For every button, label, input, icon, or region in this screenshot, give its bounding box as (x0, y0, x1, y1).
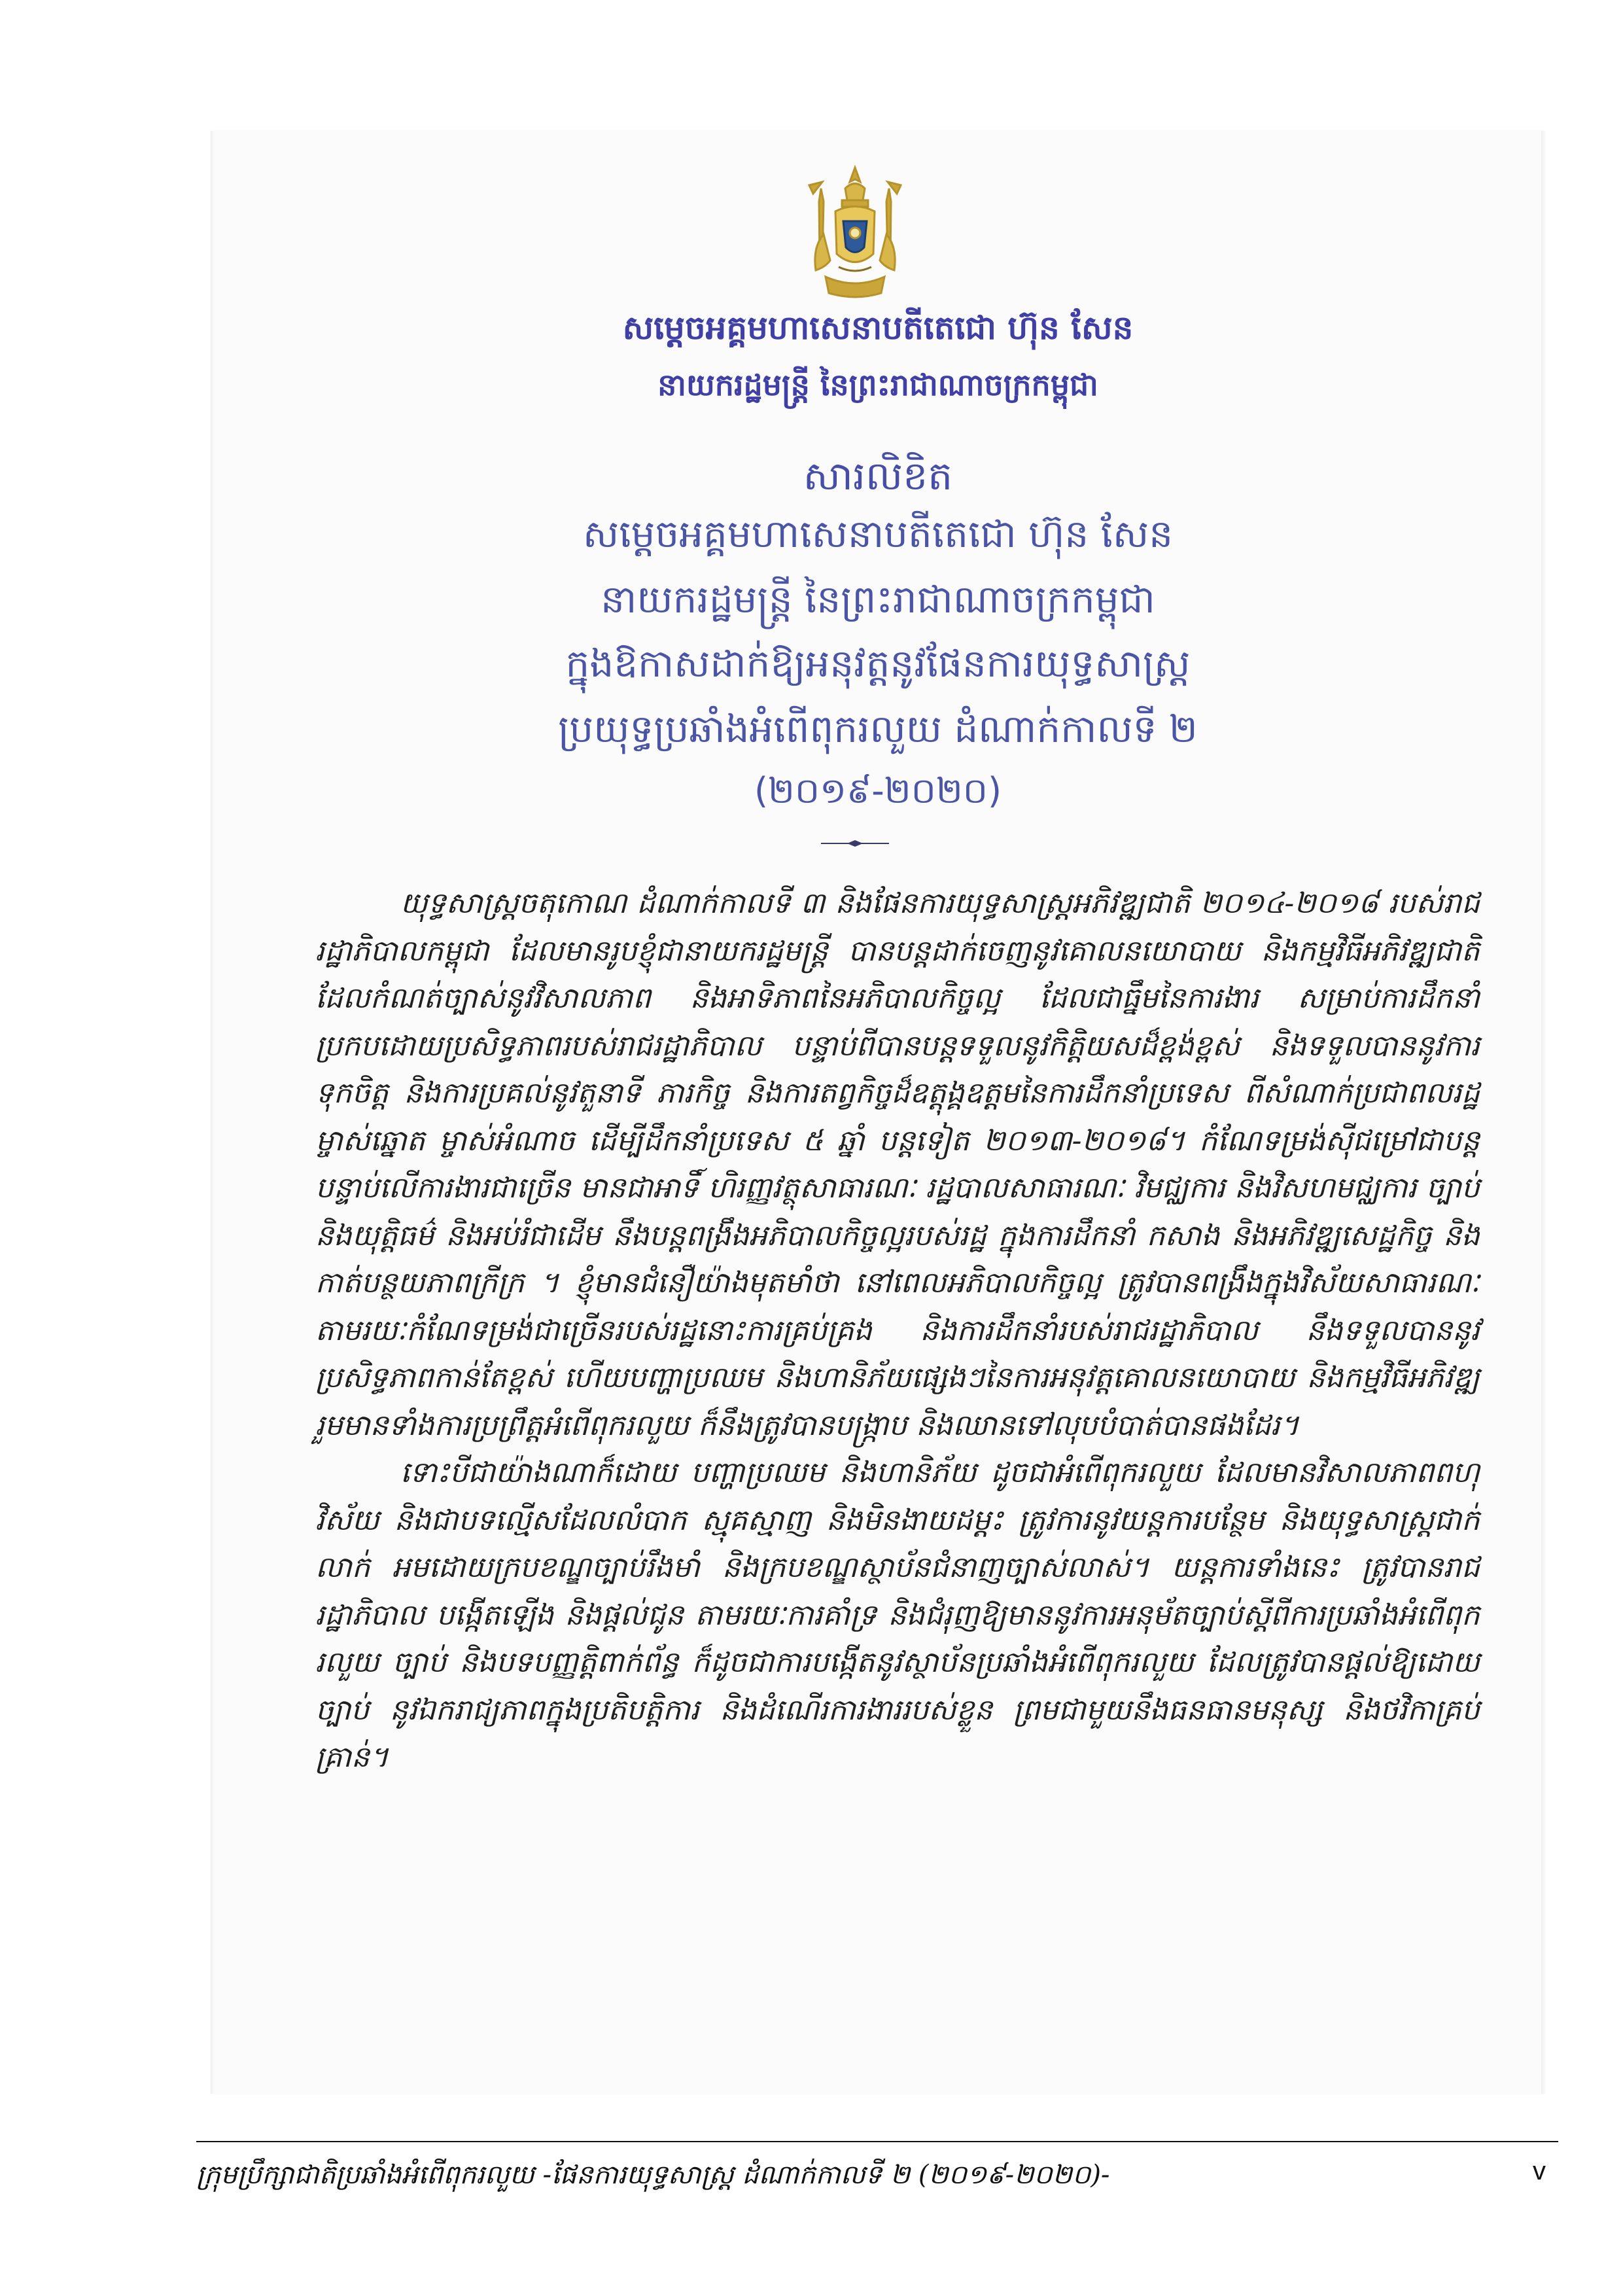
letter-body (315, 880, 1480, 1782)
body-paragraph: យុទ្ធសាស្ត្រចតុកោណ ដំណាក់កាលទី ៣ និងផែនការយុទ្ធសាស្ត្រអភិវឌ្ឍជាតិ ២០១៤-២០១៨ របស់រាជរដ្ឋាភិបាលកម្ពុជា ដែលមានរូបខ្ញុំជានាយករដ្ឋមន្ត្រី បានបន្តដាក់ចេញនូវគោលនយោបាយ និងកម្មវិធីអភិវឌ្ឍជាតិ ដែលកំណត់ច្បាស់នូវវិសាលភាព និងអាទិភាពនៃអភិបាលកិច្ចល្អ ដែលជាធ្នឹមនៃការងារ សម្រាប់ការដឹកនាំប្រកបដោយប្រសិទ្ធភាពរបស់រាជរដ្ឋាភិបាល បន្ទាប់ពីបានបន្តទទួលនូវកិត្តិយសដ៏ខ្ពង់ខ្ពស់ និងទទួលបាននូវការទុកចិត្ត និងការប្រគល់នូវតួនាទី ភារកិច្ច និងការតព្វកិច្ចដ៏ឧត្តុង្គឧត្តមនៃការដឹកនាំប្រទេស ពីសំណាក់ប្រជាពលរដ្ឋម្ចាស់ឆ្នោត ម្ចាស់អំណាច ដើម្បីដឹកនាំប្រទេស ៥ ឆ្នាំ បន្តទៀត ២០១៣-២០១៨។ កំណែទម្រង់ស៊ីជម្រៅជាបន្តបន្ទាប់លើការងារជាច្រើន មានជាអាទិ៍ ហិរញ្ញវត្ថុសាធារណៈ រដ្ឋបាលសាធារណៈ វិមជ្ឈការ និងវិសហមជ្ឈការ ច្បាប់ និងយុត្តិធម៌ និងអប់រំជាដើម នឹងបន្តពង្រឹងអភិបាលកិច្ចល្អរបស់រដ្ឋ ក្នុងការដឹកនាំ កសាង និងអភិវឌ្ឍសេដ្ឋកិច្ច និងកាត់បន្ថយភាពក្រីក្រ ។ ខ្ញុំមានជំនឿយ៉ាងមុតមាំថា នៅពេលអភិបាលកិច្ចល្អ ត្រូវបានពង្រឹងក្នុងវិស័យសាធារណៈ តាមរយៈកំណែទម្រង់ជាច្រើនរបស់រដ្ឋនោះការគ្រប់គ្រង និងការដឹកនាំរបស់រាជរដ្ឋាភិបាល នឹងទទួលបាននូវប្រសិទ្ធភាពកាន់តែខ្ពស់ ហើយបញ្ហាប្រឈម និងហានិភ័យផ្សេងៗនៃការអនុវត្តគោលនយោបាយ និងកម្មវិធីអភិវឌ្ឍ រួមមានទាំងការប្រព្រឹត្តអំពើពុករលួយ ក៏នឹងត្រូវបានបង្ក្រាប និងឈានទៅលុបបំបាត់បានផងដែរ។ (315, 887, 1480, 1442)
footer-divider (196, 2141, 1558, 2142)
title-line: សម្តេចអគ្គមហាសេនាបតីតេជោ ហ៊ុន សែន (582, 512, 1174, 556)
document-type: សារលិខិត (803, 453, 953, 499)
scan-left-edge (211, 131, 215, 2094)
office-subtitle: នាយករដ្ឋមន្ត្រី នៃព្រះរាជាណាចក្រកម្ពុជា (657, 367, 1098, 402)
document-years: (២០១៩-២០២០) (754, 770, 1002, 811)
scan-right-edge (1541, 131, 1545, 2094)
office-name: សម្តេចអគ្គមហាសេនាបតីតេជោ ហ៊ុន សែន (622, 309, 1134, 347)
divider-ornament (821, 839, 889, 848)
royal-coat-of-arms-icon (790, 162, 920, 306)
title-line: ក្នុងឱកាសដាក់ឱ្យអនុវត្តនូវផែនការយុទ្ធសាស្ត្រ (565, 641, 1191, 686)
title-line: នាយករដ្ឋមន្ត្រី នៃព្រះរាជាណាចក្រកម្ពុជា (601, 577, 1155, 622)
title-line: ប្រយុទ្ធប្រឆាំងអំពើពុករលួយ ដំណាក់កាលទី ២ (558, 707, 1198, 751)
footer-text: ក្រុមប្រឹក្សាជាតិប្រឆាំងអំពើពុករលួយ -ផែនការយុទ្ធសាស្ត្រ ដំណាក់កាលទី ២ (២០១៩-២០២០)- (196, 2160, 1110, 2190)
page-number: v (1533, 2157, 1546, 2185)
body-paragraph: ទោះបីជាយ៉ាងណាក៏ដោយ បញ្ហាប្រឈម និងហានិភ័យ ដូចជាអំពើពុករលួយ ដែលមានវិសាលភាពពហុវិស័យ និងជាបទល្មើសដែលលំបាក ស្មុគស្មាញ និងមិនងាយដម្ដះ ត្រូវការនូវយន្តការបន្ថែម និងយុទ្ធសាស្ត្រជាក់លាក់ អមដោយក្របខណ្ឌច្បាប់រឹងមាំ និងក្របខណ្ឌស្ថាប័នជំនាញច្បាស់លាស់។ យន្តការទាំងនេះ ត្រូវបានរាជរដ្ឋាភិបាល បង្កើតឡើង និងផ្ដល់ជូន តាមរយៈការគាំទ្រ និងជំរុញឱ្យមាននូវការអនុម័តច្បាប់ស្តីពីការប្រឆាំងអំពើពុករលួយ ច្បាប់ និងបទបញ្ញត្តិពាក់ព័ន្ធ ក៏ដូចជាការបង្កើតនូវស្ថាប័នប្រឆាំងអំពើពុករលួយ ដែលត្រូវបានផ្ដល់ឱ្យដោយច្បាប់ នូវឯករាជ្យភាពក្នុងប្រតិបត្តិការ និងដំណើរការងាររបស់ខ្លួន ព្រមជាមួយនឹងធនធានមនុស្ស និងថវិកាគ្រប់គ្រាន់។ (315, 1456, 1480, 1774)
